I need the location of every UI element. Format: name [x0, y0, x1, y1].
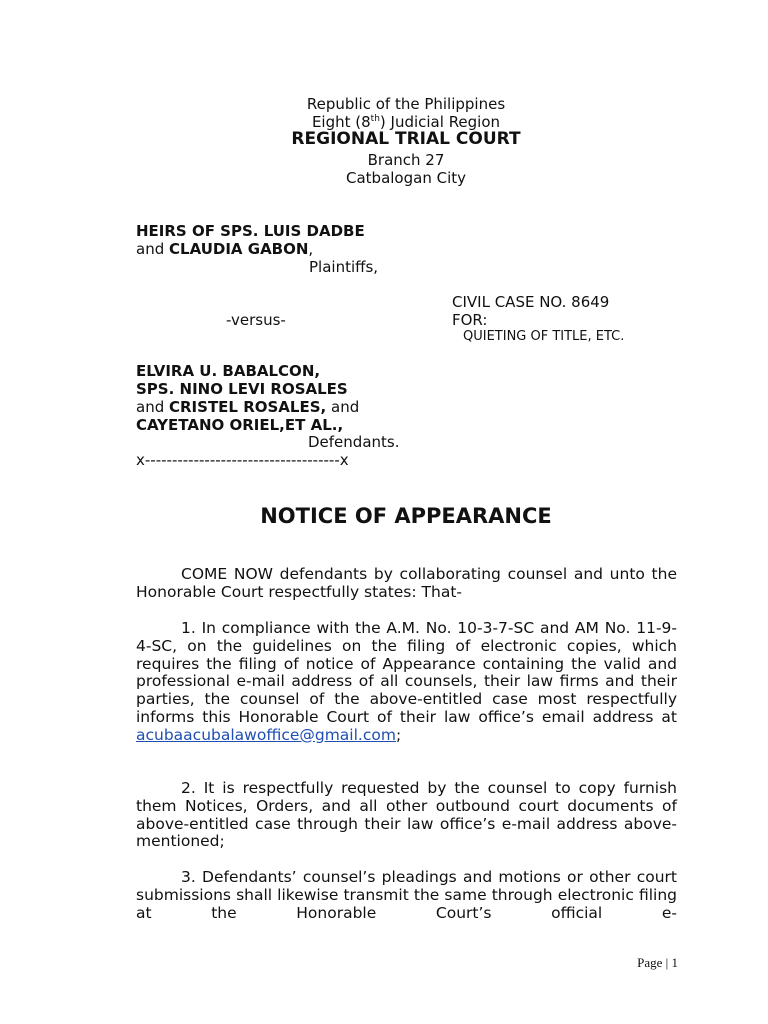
paragraph-1: 1. In compliance with the A.M. No. 10-3-7-SC and AM No. 11-9-4-SC, on the guidelines on the filing of electronic copies, which requires the filing of notice of Appearance containing the valid and professional e-mail address of all counsels, their law firms and their parties, the counsel of the above-entitled case most respectfully informs this Honorable Court of their law office’s email address at acubaacubalawoffice@gmail.com; [136, 619, 677, 744]
versus-label: -versus- [226, 311, 286, 329]
email-link[interactable]: acubaacubalawoffice@gmail.com [136, 725, 396, 744]
page-number: Page | 1 [637, 955, 678, 970]
for-label: FOR: [452, 311, 488, 329]
defendant-name-2: SPS. NINO LEVI ROSALES [136, 380, 348, 398]
intro-paragraph: COME NOW defendants by collaborating counsel and unto the Honorable Court respectfully states: That- [136, 565, 677, 601]
paragraph-2: 2. It is respectfully requested by the counsel to copy furnish them Notices, Orders, and all other outbound court documents of above-entitled case through their law office’s e-mail address above-mentioned; [136, 779, 677, 851]
plaintiff-name-2: and CLAUDIA GABON, [136, 240, 314, 258]
case-number: CIVIL CASE NO. 8649 [452, 293, 610, 311]
header-branch: Branch 27 [367, 151, 445, 169]
header-republic: Republic of the Philippines [306, 95, 506, 113]
defendants-label: Defendants. [308, 433, 400, 451]
header-court: REGIONAL TRIAL COURT [291, 129, 521, 149]
defendant-name-3: and CRISTEL ROSALES, and [136, 398, 360, 416]
defendant-name-4: CAYETANO ORIEL,ET AL., [136, 416, 344, 434]
caption-separator: x------------------------------------x [136, 451, 349, 469]
defendant-name-1: ELVIRA U. BABALCON, [136, 362, 321, 380]
header-city: Catbalogan City [346, 169, 466, 187]
paragraph-3: 3. Defendants’ counsel’s pleadings and motions or other court submissions shall likewise transmit the same through electronic filing at the Honorable Court’s official e- [136, 868, 677, 922]
plaintiffs-label: Plaintiffs, [309, 258, 379, 276]
document-title: NOTICE OF APPEARANCE [260, 504, 552, 528]
plaintiff-name-1: HEIRS OF SPS. LUIS DADBE [136, 222, 365, 240]
header-region: Eight (8th) Judicial Region [311, 113, 501, 131]
case-nature: QUIETING OF TITLE, ETC. [463, 329, 625, 344]
